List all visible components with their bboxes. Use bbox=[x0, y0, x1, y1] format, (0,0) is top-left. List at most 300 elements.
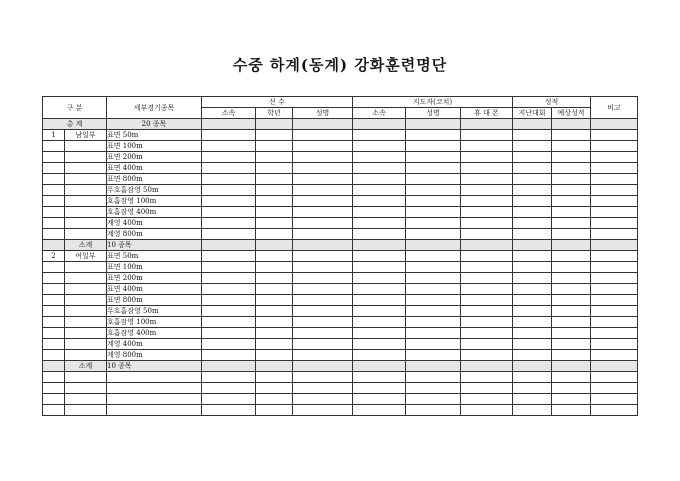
empty-cell bbox=[65, 339, 107, 350]
empty-cell bbox=[256, 350, 293, 361]
empty-cell bbox=[107, 394, 202, 405]
subtotal-value: 10 종목 bbox=[107, 240, 202, 251]
empty-cell bbox=[591, 372, 638, 383]
group-number: 2 bbox=[43, 251, 65, 262]
empty-cell bbox=[552, 361, 591, 372]
empty-cell bbox=[65, 185, 107, 196]
event-name: 호흡잠영 400m bbox=[107, 207, 202, 218]
blank-row bbox=[43, 372, 638, 383]
header-athlete: 선 수 bbox=[202, 97, 353, 108]
empty-cell bbox=[202, 163, 256, 174]
empty-cell bbox=[202, 383, 256, 394]
empty-cell bbox=[202, 251, 256, 262]
empty-cell bbox=[353, 361, 406, 372]
empty-cell bbox=[461, 350, 513, 361]
empty-cell bbox=[461, 174, 513, 185]
empty-cell bbox=[293, 185, 353, 196]
empty-cell bbox=[353, 174, 406, 185]
empty-cell bbox=[406, 240, 461, 251]
empty-cell bbox=[202, 141, 256, 152]
subtotal-row bbox=[43, 361, 638, 372]
empty-cell bbox=[293, 306, 353, 317]
header-remarks: 비고 bbox=[591, 97, 638, 119]
empty-cell bbox=[552, 174, 591, 185]
empty-cell bbox=[43, 207, 65, 218]
table-row bbox=[43, 163, 638, 174]
empty-cell bbox=[202, 152, 256, 163]
table-row bbox=[43, 152, 638, 163]
empty-cell bbox=[65, 328, 107, 339]
empty-cell bbox=[461, 141, 513, 152]
empty-cell bbox=[513, 163, 552, 174]
table-row bbox=[43, 306, 638, 317]
empty-cell bbox=[65, 196, 107, 207]
empty-cell bbox=[406, 372, 461, 383]
empty-cell bbox=[406, 251, 461, 262]
empty-cell bbox=[552, 339, 591, 350]
subtotal-label: 소계 bbox=[65, 361, 107, 372]
empty-cell bbox=[461, 130, 513, 141]
empty-cell bbox=[552, 152, 591, 163]
empty-cell bbox=[256, 119, 293, 130]
empty-cell bbox=[406, 361, 461, 372]
empty-cell bbox=[293, 174, 353, 185]
empty-cell bbox=[406, 152, 461, 163]
empty-cell bbox=[293, 317, 353, 328]
empty-cell bbox=[65, 405, 107, 416]
empty-cell bbox=[406, 130, 461, 141]
empty-cell bbox=[591, 152, 638, 163]
empty-cell bbox=[513, 295, 552, 306]
header-record-last-meet: 지난대회 bbox=[513, 108, 552, 119]
empty-cell bbox=[293, 372, 353, 383]
empty-cell bbox=[461, 284, 513, 295]
blank-row bbox=[43, 405, 638, 416]
empty-cell bbox=[461, 361, 513, 372]
empty-cell bbox=[256, 317, 293, 328]
empty-cell bbox=[43, 306, 65, 317]
event-name: 표면 50m bbox=[107, 251, 202, 262]
empty-cell bbox=[552, 306, 591, 317]
empty-cell bbox=[353, 405, 406, 416]
header-record: 성적 bbox=[513, 97, 591, 108]
empty-cell bbox=[552, 251, 591, 262]
header-athlete-grade: 학년 bbox=[256, 108, 293, 119]
empty-cell bbox=[406, 218, 461, 229]
empty-cell bbox=[353, 218, 406, 229]
empty-cell bbox=[552, 317, 591, 328]
group-name: 남일부 bbox=[65, 130, 107, 141]
empty-cell bbox=[256, 284, 293, 295]
empty-cell bbox=[43, 361, 65, 372]
empty-cell bbox=[256, 394, 293, 405]
empty-cell bbox=[591, 383, 638, 394]
empty-cell bbox=[256, 185, 293, 196]
empty-cell bbox=[461, 196, 513, 207]
empty-cell bbox=[43, 152, 65, 163]
empty-cell bbox=[461, 383, 513, 394]
empty-cell bbox=[406, 207, 461, 218]
empty-cell bbox=[513, 174, 552, 185]
empty-cell bbox=[353, 328, 406, 339]
empty-cell bbox=[202, 273, 256, 284]
header-coach-name: 성명 bbox=[406, 108, 461, 119]
table-row bbox=[43, 174, 638, 185]
empty-cell bbox=[65, 152, 107, 163]
empty-cell bbox=[513, 339, 552, 350]
empty-cell bbox=[513, 306, 552, 317]
empty-cell bbox=[406, 328, 461, 339]
empty-cell bbox=[591, 339, 638, 350]
header-event: 세부경기종목 bbox=[107, 97, 202, 119]
event-name: 계영 800m bbox=[107, 229, 202, 240]
event-name: 호흡잠영 100m bbox=[107, 196, 202, 207]
subtotal-label: 소계 bbox=[65, 240, 107, 251]
empty-cell bbox=[65, 207, 107, 218]
total-row bbox=[43, 119, 638, 130]
empty-cell bbox=[552, 394, 591, 405]
empty-cell bbox=[256, 273, 293, 284]
table-row bbox=[43, 339, 638, 350]
event-name: 표면 400m bbox=[107, 284, 202, 295]
empty-cell bbox=[353, 119, 406, 130]
header-coach: 지도자(코치) bbox=[353, 97, 513, 108]
empty-cell bbox=[591, 251, 638, 262]
empty-cell bbox=[513, 350, 552, 361]
empty-cell bbox=[65, 174, 107, 185]
empty-cell bbox=[293, 328, 353, 339]
empty-cell bbox=[256, 328, 293, 339]
empty-cell bbox=[256, 405, 293, 416]
empty-cell bbox=[406, 394, 461, 405]
empty-cell bbox=[552, 196, 591, 207]
empty-cell bbox=[591, 196, 638, 207]
empty-cell bbox=[293, 262, 353, 273]
empty-cell bbox=[591, 207, 638, 218]
total-value: 20 종목 bbox=[107, 119, 202, 130]
empty-cell bbox=[552, 163, 591, 174]
empty-cell bbox=[461, 207, 513, 218]
event-name: 표면 50m bbox=[107, 130, 202, 141]
empty-cell bbox=[353, 229, 406, 240]
empty-cell bbox=[591, 394, 638, 405]
empty-cell bbox=[461, 372, 513, 383]
empty-cell bbox=[406, 185, 461, 196]
empty-cell bbox=[513, 152, 552, 163]
empty-cell bbox=[256, 295, 293, 306]
empty-cell bbox=[513, 218, 552, 229]
empty-cell bbox=[256, 251, 293, 262]
empty-cell bbox=[256, 207, 293, 218]
empty-cell bbox=[591, 240, 638, 251]
empty-cell bbox=[406, 405, 461, 416]
empty-cell bbox=[65, 295, 107, 306]
empty-cell bbox=[552, 185, 591, 196]
empty-cell bbox=[107, 372, 202, 383]
empty-cell bbox=[202, 317, 256, 328]
empty-cell bbox=[43, 405, 65, 416]
empty-cell bbox=[293, 339, 353, 350]
empty-cell bbox=[293, 130, 353, 141]
empty-cell bbox=[293, 218, 353, 229]
empty-cell bbox=[591, 163, 638, 174]
header-athlete-affiliation: 소속 bbox=[202, 108, 256, 119]
empty-cell bbox=[202, 229, 256, 240]
empty-cell bbox=[591, 229, 638, 240]
empty-cell bbox=[256, 383, 293, 394]
table-row bbox=[43, 229, 638, 240]
empty-cell bbox=[406, 339, 461, 350]
table-row bbox=[43, 317, 638, 328]
empty-cell bbox=[65, 394, 107, 405]
table-row bbox=[43, 196, 638, 207]
table-row bbox=[43, 207, 638, 218]
event-name: 표면 400m bbox=[107, 163, 202, 174]
empty-cell bbox=[353, 394, 406, 405]
empty-cell bbox=[65, 163, 107, 174]
empty-cell bbox=[256, 196, 293, 207]
empty-cell bbox=[353, 317, 406, 328]
empty-cell bbox=[591, 295, 638, 306]
empty-cell bbox=[256, 372, 293, 383]
empty-cell bbox=[552, 383, 591, 394]
empty-cell bbox=[256, 229, 293, 240]
empty-cell bbox=[353, 207, 406, 218]
empty-cell bbox=[552, 207, 591, 218]
empty-cell bbox=[461, 185, 513, 196]
table-row bbox=[43, 185, 638, 196]
empty-cell bbox=[513, 119, 552, 130]
empty-cell bbox=[353, 185, 406, 196]
empty-cell bbox=[552, 119, 591, 130]
empty-cell bbox=[406, 262, 461, 273]
empty-cell bbox=[591, 273, 638, 284]
empty-cell bbox=[552, 262, 591, 273]
roster-body bbox=[43, 119, 638, 416]
empty-cell bbox=[591, 361, 638, 372]
empty-cell bbox=[43, 218, 65, 229]
empty-cell bbox=[591, 262, 638, 273]
empty-cell bbox=[65, 317, 107, 328]
empty-cell bbox=[353, 372, 406, 383]
empty-cell bbox=[591, 405, 638, 416]
empty-cell bbox=[65, 273, 107, 284]
blank-row bbox=[43, 383, 638, 394]
empty-cell bbox=[461, 240, 513, 251]
event-name: 표면 200m bbox=[107, 152, 202, 163]
empty-cell bbox=[65, 284, 107, 295]
empty-cell bbox=[202, 240, 256, 251]
empty-cell bbox=[202, 218, 256, 229]
roster-table bbox=[42, 96, 638, 416]
empty-cell bbox=[461, 273, 513, 284]
empty-cell bbox=[461, 251, 513, 262]
empty-cell bbox=[256, 130, 293, 141]
empty-cell bbox=[513, 361, 552, 372]
empty-cell bbox=[552, 218, 591, 229]
header-coach-affiliation: 소속 bbox=[353, 108, 406, 119]
empty-cell bbox=[293, 240, 353, 251]
event-name: 표면 100m bbox=[107, 141, 202, 152]
subtotal-row bbox=[43, 240, 638, 251]
empty-cell bbox=[552, 130, 591, 141]
empty-cell bbox=[43, 350, 65, 361]
empty-cell bbox=[256, 174, 293, 185]
empty-cell bbox=[406, 163, 461, 174]
empty-cell bbox=[353, 251, 406, 262]
empty-cell bbox=[43, 328, 65, 339]
empty-cell bbox=[43, 141, 65, 152]
table-row bbox=[43, 218, 638, 229]
empty-cell bbox=[293, 405, 353, 416]
empty-cell bbox=[43, 229, 65, 240]
empty-cell bbox=[461, 405, 513, 416]
header-row-top bbox=[43, 97, 638, 108]
event-name: 무호흡잠영 50m bbox=[107, 185, 202, 196]
empty-cell bbox=[591, 218, 638, 229]
event-name: 표면 800m bbox=[107, 174, 202, 185]
event-name: 호흡잠영 400m bbox=[107, 328, 202, 339]
empty-cell bbox=[406, 141, 461, 152]
empty-cell bbox=[202, 284, 256, 295]
empty-cell bbox=[202, 328, 256, 339]
empty-cell bbox=[353, 152, 406, 163]
empty-cell bbox=[591, 130, 638, 141]
empty-cell bbox=[353, 350, 406, 361]
empty-cell bbox=[513, 229, 552, 240]
empty-cell bbox=[293, 251, 353, 262]
empty-cell bbox=[293, 273, 353, 284]
empty-cell bbox=[202, 262, 256, 273]
empty-cell bbox=[43, 240, 65, 251]
empty-cell bbox=[293, 119, 353, 130]
empty-cell bbox=[202, 119, 256, 130]
empty-cell bbox=[406, 317, 461, 328]
total-label: 총 계 bbox=[43, 119, 107, 130]
empty-cell bbox=[202, 394, 256, 405]
empty-cell bbox=[202, 350, 256, 361]
empty-cell bbox=[293, 284, 353, 295]
empty-cell bbox=[353, 284, 406, 295]
empty-cell bbox=[293, 383, 353, 394]
empty-cell bbox=[43, 163, 65, 174]
empty-cell bbox=[552, 284, 591, 295]
table-row bbox=[43, 295, 638, 306]
empty-cell bbox=[406, 229, 461, 240]
empty-cell bbox=[406, 174, 461, 185]
empty-cell bbox=[353, 163, 406, 174]
empty-cell bbox=[353, 240, 406, 251]
empty-cell bbox=[591, 174, 638, 185]
empty-cell bbox=[202, 361, 256, 372]
empty-cell bbox=[513, 130, 552, 141]
empty-cell bbox=[513, 251, 552, 262]
empty-cell bbox=[43, 295, 65, 306]
empty-cell bbox=[353, 339, 406, 350]
empty-cell bbox=[513, 262, 552, 273]
empty-cell bbox=[513, 284, 552, 295]
empty-cell bbox=[406, 273, 461, 284]
empty-cell bbox=[513, 185, 552, 196]
table-row bbox=[43, 141, 638, 152]
empty-cell bbox=[513, 328, 552, 339]
event-name: 호흡잠영 100m bbox=[107, 317, 202, 328]
empty-cell bbox=[293, 295, 353, 306]
empty-cell bbox=[293, 229, 353, 240]
empty-cell bbox=[256, 152, 293, 163]
empty-cell bbox=[293, 350, 353, 361]
empty-cell bbox=[293, 141, 353, 152]
empty-cell bbox=[513, 383, 552, 394]
empty-cell bbox=[461, 218, 513, 229]
empty-cell bbox=[202, 306, 256, 317]
empty-cell bbox=[461, 163, 513, 174]
empty-cell bbox=[43, 372, 65, 383]
empty-cell bbox=[461, 295, 513, 306]
empty-cell bbox=[107, 405, 202, 416]
empty-cell bbox=[202, 207, 256, 218]
empty-cell bbox=[591, 284, 638, 295]
empty-cell bbox=[591, 185, 638, 196]
subtotal-value: 10 종목 bbox=[107, 361, 202, 372]
empty-cell bbox=[65, 350, 107, 361]
table-row bbox=[43, 130, 638, 141]
empty-cell bbox=[552, 141, 591, 152]
empty-cell bbox=[591, 141, 638, 152]
table-row bbox=[43, 273, 638, 284]
event-name: 계영 800m bbox=[107, 350, 202, 361]
empty-cell bbox=[353, 295, 406, 306]
empty-cell bbox=[461, 394, 513, 405]
group-number: 1 bbox=[43, 130, 65, 141]
empty-cell bbox=[461, 119, 513, 130]
empty-cell bbox=[406, 350, 461, 361]
header-record-expected: 예상성적 bbox=[552, 108, 591, 119]
empty-cell bbox=[43, 284, 65, 295]
empty-cell bbox=[256, 218, 293, 229]
empty-cell bbox=[202, 339, 256, 350]
empty-cell bbox=[552, 240, 591, 251]
empty-cell bbox=[353, 262, 406, 273]
table-row bbox=[43, 251, 638, 262]
empty-cell bbox=[591, 350, 638, 361]
empty-cell bbox=[202, 130, 256, 141]
table-row bbox=[43, 262, 638, 273]
blank-row bbox=[43, 394, 638, 405]
empty-cell bbox=[552, 328, 591, 339]
empty-cell bbox=[202, 372, 256, 383]
empty-cell bbox=[353, 306, 406, 317]
empty-cell bbox=[406, 119, 461, 130]
empty-cell bbox=[353, 196, 406, 207]
empty-cell bbox=[552, 229, 591, 240]
table-row bbox=[43, 284, 638, 295]
empty-cell bbox=[256, 306, 293, 317]
event-name: 표면 800m bbox=[107, 295, 202, 306]
empty-cell bbox=[513, 240, 552, 251]
empty-cell bbox=[513, 317, 552, 328]
empty-cell bbox=[513, 141, 552, 152]
empty-cell bbox=[513, 196, 552, 207]
event-name: 계영 400m bbox=[107, 218, 202, 229]
empty-cell bbox=[513, 372, 552, 383]
table-row bbox=[43, 328, 638, 339]
empty-cell bbox=[256, 339, 293, 350]
event-name: 계영 400m bbox=[107, 339, 202, 350]
empty-cell bbox=[293, 152, 353, 163]
empty-cell bbox=[406, 306, 461, 317]
empty-cell bbox=[43, 383, 65, 394]
